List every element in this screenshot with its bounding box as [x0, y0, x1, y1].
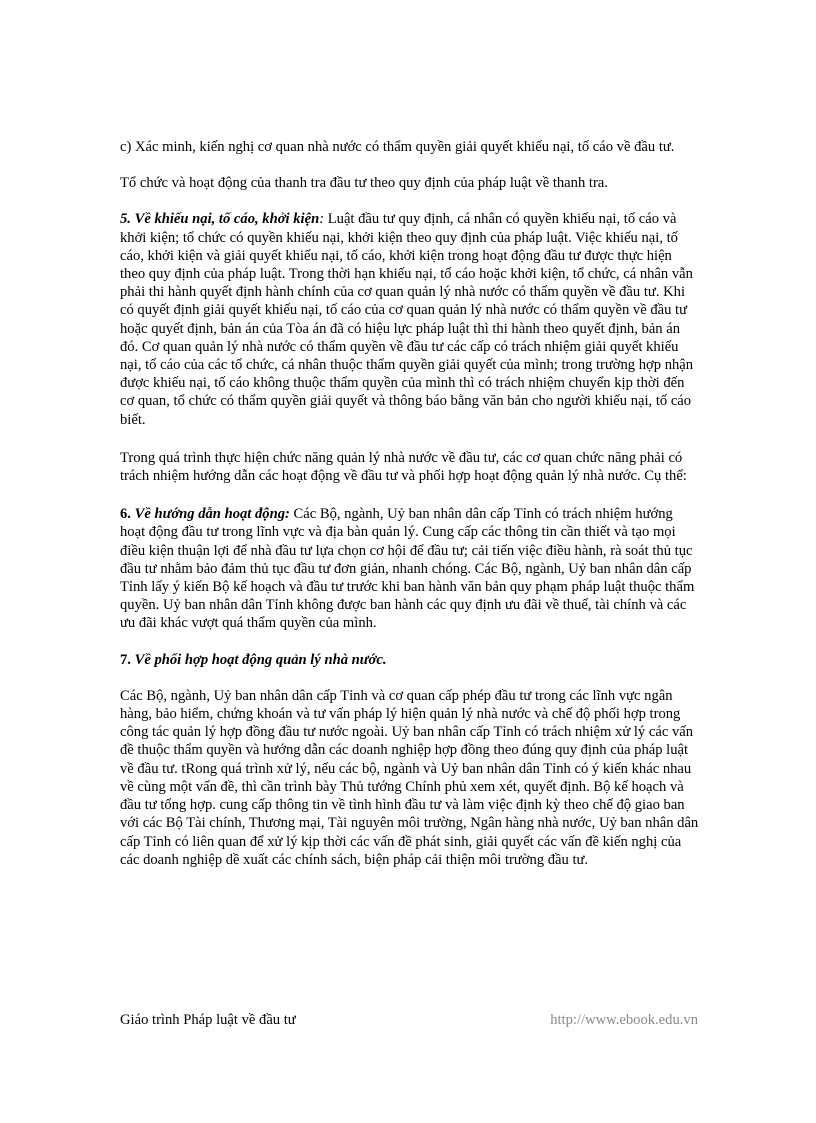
- paragraph-coordination: Các Bộ, ngành, Uỷ ban nhân dân cấp Tỉnh và cơ quan cấp phép đầu tư trong các lĩnh vực ngân hàng, bảo hiểm, chứng khoán và tư vấn pháp lý hiện quản lý nhà nước và chế độ phối hợp trong công tác quản lý hợp đồng đầu tư nước ngoài. Uỷ ban nhân cấp Tỉnh có trách nhiệm xử lý các vấn đề thuộc thẩm quyền và hướng dẫn các doanh nghiệp hợp đồng theo đúng quy định của pháp luật về đầu tư. tRong quá trình xử lý, nếu các bộ, ngành và Uỷ ban nhân dân Tỉnh có ý kiến khác nhau về cùng một vấn đề, thì cần trình bày Thủ tướng Chính phủ xem xét, quyết định. Bộ kế hoạch và đầu tư tổng hợp. cung cấp thông tin về tình hình đầu tư và làm việc định kỳ theo chế độ giao ban với các Bộ Tài chính, Thương mại, Tài nguyên môi trường, Ngân hàng nhà nước, Uỷ ban nhân dân cấp Tỉnh có liên quan để xử lý kịp thời các vấn đề phát sinh, giải quyết các vấn đề kiến nghị của các doanh nghiệp dề xuất các chính sách, biện pháp cải thiện môi trường đầu tư.: [120, 687, 699, 868]
- section-5-colon: :: [319, 211, 325, 228]
- section-6-number: 6.: [120, 506, 131, 523]
- section-7-title: Về phối hợp hoạt động quản lý nhà nước.: [130, 651, 387, 668]
- footer-book-title: Giáo trình Pháp luật về đầu tư: [120, 1012, 296, 1028]
- section-6-heading: Về hướng dẫn hoạt động:: [130, 506, 290, 523]
- paragraph-inspection-organization: Tổ chức và hoạt động của thanh tra đầu tư theo quy định của pháp luật về thanh tra.: [120, 175, 608, 192]
- section-7-number: 7.: [120, 651, 131, 668]
- section-6-guidance: [120, 505, 700, 632]
- section-7-heading: [120, 651, 700, 669]
- footer-url: http://www.ebook.edu.vn: [550, 1012, 698, 1028]
- section-5-heading: 5. Về khiếu nại, tố cáo, khởi kiện: [120, 211, 320, 228]
- document-body: [120, 138, 700, 887]
- paragraph-verification: c) Xác minh, kiến nghị cơ quan nhà nước có thẩm quyền giải quyết khiếu nại, tố cáo về đầu tư.: [120, 139, 675, 155]
- section-6-body: Các Bộ, ngành, Uỷ ban nhân dân cấp Tỉnh có trách nhiệm hướng hoạt động đầu tư trong lĩnh vực và địa bàn quản lý. Cung cấp các thông tin cần thiết và tạo mọi điều kiện thuận lợi để nhà đầu tư lựa chọn cơ hội để đầu tư; cải tiến việc điều hành, rà soát thủ tục đầu tư nhằm bảo đảm thủ tục đầu tư đơn giản, nhanh chóng. Các Bộ, ngành, Uỷ ban nhân dân cấp Tỉnh lấy ý kiến Bộ kế hoạch và đầu tư trước khi ban hành văn bản quy phạm pháp luật thuộc thẩm quyền. Uỷ ban nhân dân Tỉnh không được ban hành các quy định ưu đãi về thuế, tài chính và các ưu đãi khác vượt quá thẩm quyền của mình.: [120, 506, 695, 632]
- section-5-body: Luật đầu tư quy định, cá nhân có quyền khiếu nại, tố cáo và khởi kiện; tổ chức có quyền khiếu nại, khởi kiện theo quy định của pháp luật. Việc khiếu nại, tố cáo, khởi kiện và giải quyết khiếu nại, tố cáo, khởi kiện trong hoạt động đầu tư được thực hiện theo quy định của pháp luật. Trong thời hạn khiếu nại, tố cáo hoặc khởi kiện, tổ chức, cá nhân vẫn phải thi hành quyết định hành chính của cơ quan quản lý nhà nước có thẩm quyền về đầu tư. Khi có quyết định giải quyết khiếu nại, tố cáo của cơ quan quản lý nhà nước có thẩm quyền về đầu tư hoặc quyết định, bản án của Tòa án đã có hiệu lực pháp luật thì thi hành theo quyết định, bản án đó. Cơ quan quản lý nhà nước có thẩm quyền về đầu tư các cấp có trách nhiệm giải quyết khiếu nại, tố cáo của các tổ chức, cá nhân thuộc thẩm quyền giải quyết của mình; trong trường hợp nhận được khiếu nại, tố cáo không thuộc thẩm quyền của mình thì có trách nhiệm chuyển kịp thời đến cơ quan, tổ chức có thẩm quyền giải quyết và thông báo bằng văn bản cho người khiếu nại, tố cáo biết.: [120, 211, 694, 428]
- section-5-complaints: [120, 210, 700, 428]
- page-footer: [120, 1011, 698, 1029]
- paragraph-responsibilities-intro: Trong quá trình thực hiện chức năng quản lý nhà nước về đầu tư, các cơ quan chức năng phải có trách nhiệm hướng dẫn các hoạt động về đầu tư và phối hợp hoạt động quản lý nhà nước. Cụ thể:: [120, 449, 687, 485]
